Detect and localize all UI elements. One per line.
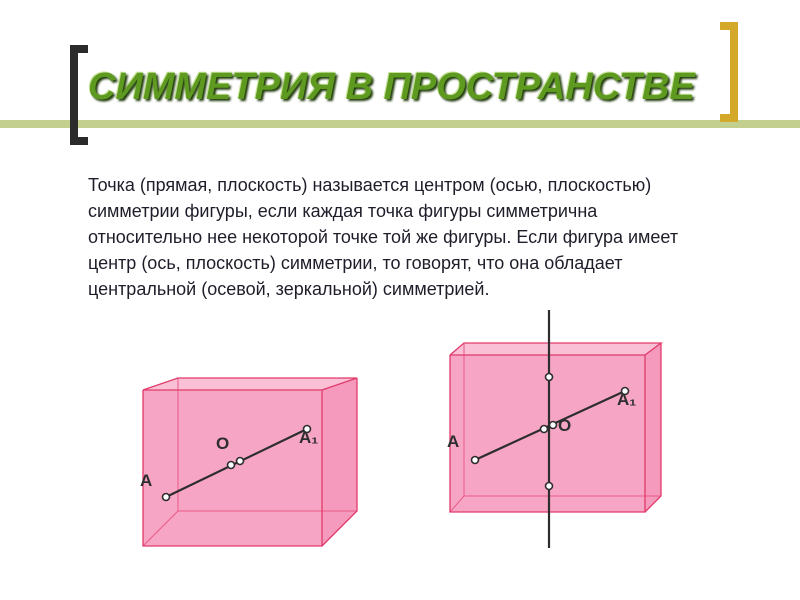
axis-point-bottom [546,483,553,490]
point-o-secondary [237,458,244,465]
point-a [472,457,479,464]
figure-central-symmetry [140,378,357,546]
label-a1: A₁ [617,390,637,409]
label-a: A [447,432,460,451]
label-o: O [216,434,230,453]
definition-paragraph: Точка (прямая, плоскость) называется центром (осью, плоскостью) симметрии фигуры, если каждая точка фигуры симметрична относительно нее некоторой точке той же фигуры. Если фигура имеет центр (ось, плоскость) симметрии, то говорят, что она обладает центральной (осевой, зеркальной) симметрией. [88,175,679,299]
box-left-side [322,378,357,546]
point-o [541,426,548,433]
box-right-top [450,343,661,355]
point-o-secondary [550,422,557,429]
label-a1: A₁ [299,428,319,447]
point-o [228,462,235,469]
box-left-top [143,378,357,390]
label-o: O [558,416,572,435]
box-right-side [645,343,661,512]
figure-axial-symmetry [447,310,661,548]
axis-point-top [546,374,553,381]
point-a [163,494,170,501]
slide-title: СИММЕТРИЯ В ПРОСТРАНСТВЕ [88,66,695,108]
label-a: A [140,471,153,490]
